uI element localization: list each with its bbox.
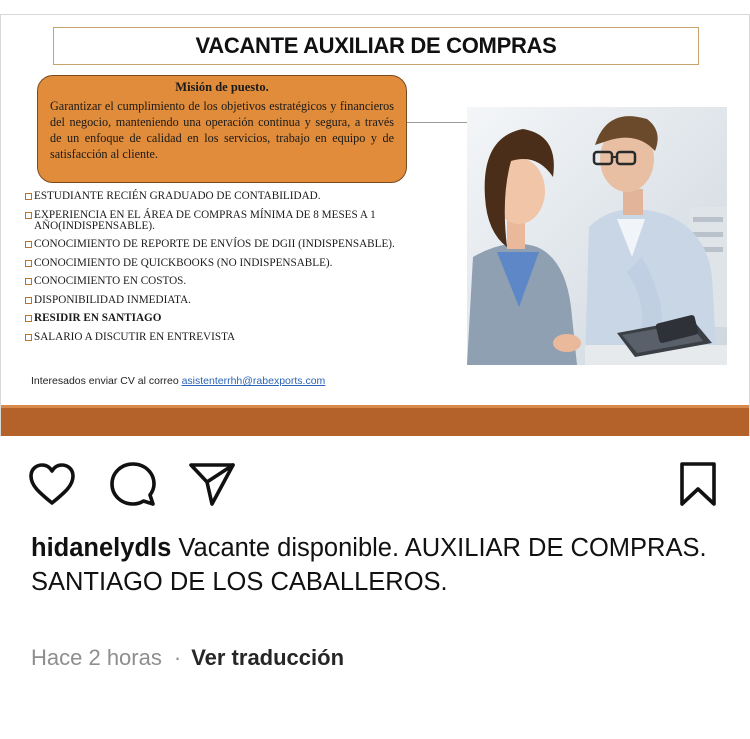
requirement-item: CONOCIMIENTO DE REPORTE DE ENVÍOS DE DGII (INDISPENSABLE). (25, 239, 455, 250)
contact-line (31, 375, 325, 387)
send-icon (188, 461, 236, 507)
heart-icon (28, 462, 76, 506)
office-photo (467, 107, 727, 365)
comment-button[interactable] (108, 458, 158, 510)
caption-text: Vacante disponible. AUXILIAR DE COMPRAS. (178, 534, 707, 562)
requirement-item: RESIDIR EN SANTIAGO (25, 313, 455, 324)
save-button[interactable] (673, 458, 723, 510)
requirement-item: CONOCIMIENTO EN COSTOS. (25, 276, 455, 287)
caption-line-2: SANTIAGO DE LOS CABALLEROS. (31, 568, 448, 596)
post-meta (31, 645, 344, 671)
requirements-list (25, 191, 455, 350)
like-button[interactable] (27, 458, 77, 510)
mission-text: Garantizar el cumplimiento de los objetivos estratégicos y financieros del negocio, manteniendo una operación continua y segura, a través de un enfoque de calidad en los servicios, trabajo en equipo y de satisfacción al cliente. (50, 99, 394, 161)
comment-icon (110, 461, 156, 507)
checkbox-bullet-icon (25, 193, 32, 200)
checkbox-bullet-icon (25, 260, 32, 267)
bookmark-icon (678, 461, 718, 507)
see-translation-link[interactable]: Ver traducción (191, 645, 345, 670)
checkbox-bullet-icon (25, 241, 32, 248)
connector-line (407, 122, 469, 123)
post-image[interactable] (0, 14, 750, 436)
requirement-item: ESTUDIANTE RECIÉN GRADUADO DE CONTABILIDAD. (25, 191, 455, 202)
post-action-bar (0, 458, 750, 512)
checkbox-bullet-icon (25, 212, 32, 219)
meta-separator: · (173, 645, 182, 670)
flyer-title-box (53, 27, 699, 65)
share-button[interactable] (187, 458, 237, 510)
caption-line-1 (31, 532, 711, 564)
post-timestamp: Hace 2 horas (31, 645, 162, 670)
requirement-item: CONOCIMIENTO DE QUICKBOOKS (NO INDISPENSABLE). (25, 258, 455, 269)
checkbox-bullet-icon (25, 278, 32, 285)
requirement-item: DISPONIBILIDAD INMEDIATA. (25, 295, 455, 306)
mission-heading: Misión de puesto. (175, 80, 269, 94)
caption-username[interactable]: hidanelydls (31, 534, 172, 562)
contact-text: Interesados enviar CV al correo (31, 375, 182, 387)
contact-email-link[interactable]: asistenterrhh@rabexports.com (181, 375, 326, 387)
checkbox-bullet-icon (25, 334, 32, 341)
flyer-title: VACANTE AUXILIAR DE COMPRAS (195, 33, 557, 58)
flyer-footer-band (1, 405, 750, 436)
checkbox-bullet-icon (25, 315, 32, 322)
checkbox-bullet-icon (25, 297, 32, 304)
mission-box (37, 75, 407, 183)
requirement-item: SALARIO A DISCUTIR EN ENTREVISTA (25, 332, 455, 343)
post-caption (31, 532, 711, 598)
requirement-item: EXPERIENCIA EN EL ÁREA DE COMPRAS MÍNIMA DE 8 MESES A 1 AÑO(INDISPENSABLE). (25, 210, 455, 232)
